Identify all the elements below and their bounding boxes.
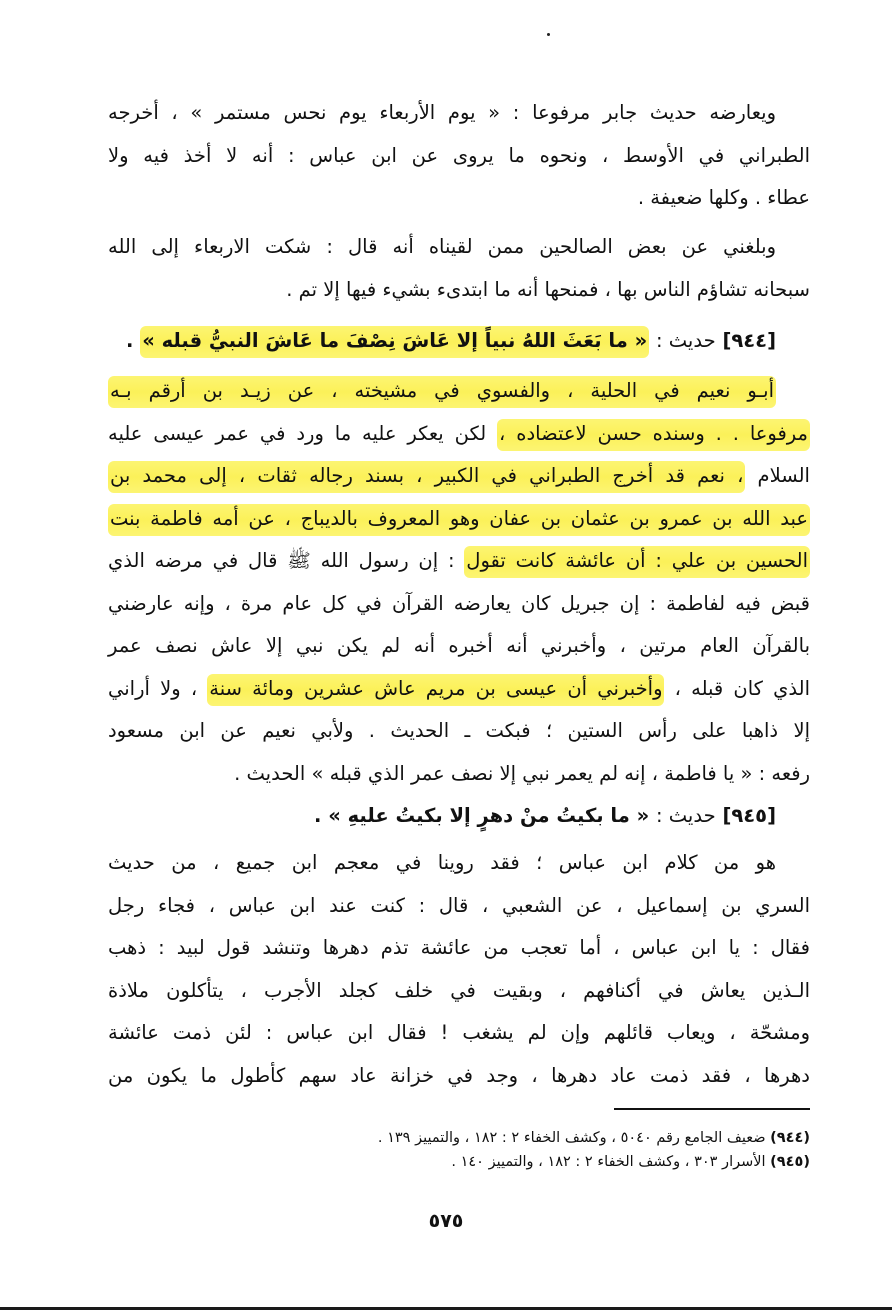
plain-span: السلام	[745, 464, 810, 487]
text-line	[108, 540, 810, 583]
text-line: السري بن إسماعيل ، عن الشعبي ، قال : كنت عند ابن عباس ، فجاء رجل	[108, 893, 810, 917]
text-line	[108, 668, 810, 711]
footnote-945	[108, 1150, 810, 1174]
period: .	[125, 329, 134, 352]
footnote-text: ضعيف الجامع رقم ٥٠٤٠ ، وكشف الخفاء ٢ : ١٨٢ ، والتمييز ١٣٩ .	[377, 1130, 771, 1146]
text-line: وبلغني عن بعض الصالحين ممن لقيناه أنه قال : شكت الاربعاء إلى الله	[108, 235, 776, 258]
hadith-label: حديث :	[656, 329, 716, 352]
scan-speck	[547, 33, 550, 36]
paragraph	[108, 226, 810, 311]
footnote-divider	[614, 1108, 810, 1110]
plain-span: الذي كان قبله ،	[664, 676, 810, 700]
hadith-944-commentary	[108, 370, 810, 795]
text-line: سبحانه تشاؤم الناس بها ، فمنحها أنه ما ابتدىء بشيء فيها إلا تم .	[286, 277, 810, 301]
text-line: الـذين يعاش في أكنافهم ، وبقيت في خلف كجلد الأجرب ، يتأكلون ملاذة	[108, 978, 810, 1002]
page-number: ٥٧٥	[428, 1210, 464, 1232]
text-line: ويعارضه حديث جابر مرفوعا : « يوم الأربعاء يوم نحس مستمر » ، أخرجه	[108, 101, 776, 124]
highlighted-span: الحسين بن علي : أن عائشة كانت تقول	[464, 546, 810, 578]
highlighted-span: مرفوعا . . وسنده حسن لاعتضاده ،	[497, 419, 810, 451]
intro-paragraph-2	[108, 226, 810, 311]
text-line: إلا ذاهبا على رأس الستين ؛ فبكت ـ الحديث . ولأبي نعيم عن ابن مسعود	[108, 719, 810, 742]
highlighted-span: ، نعم قد أخرج الطبراني في الكبير ، بسند رجاله ثقات ، إلى محمد بن	[108, 461, 745, 493]
text-line: عطاء . وكلها ضعيفة .	[637, 186, 810, 209]
paragraph	[108, 370, 810, 795]
footnote-number: (٩٤٤)	[770, 1130, 810, 1146]
period: .	[314, 804, 322, 827]
text-line: بالقرآن العام مرتين ، وأخبرني أنه أخبره أنه لم يكن نبي إلا عاش نصف عمر	[108, 634, 810, 657]
plain-span: ، ولا أراني	[108, 676, 208, 700]
hadith-number: [٩٤٥]	[722, 804, 776, 827]
hadith-945-commentary	[108, 842, 810, 1097]
hadith-text: « ما بكيتُ منْ دهرٍ إلا بكيتُ عليهِ »	[328, 804, 650, 827]
footnotes	[108, 1126, 810, 1174]
text-line: الطبراني في الأوسط ، ونحوه ما يروى عن ابن عباس : أنه لا أخذ فيه ولا	[108, 143, 810, 167]
hadith-number: [٩٤٤]	[722, 329, 776, 352]
text-line: دهرها ، فقد ذمت عاد دهرها ، وجد في خزانة عاد سهم كأطول ما يكون من	[108, 1063, 810, 1087]
text-line: قبض فيه لفاطمة : إن جبريل كان يعارضه القرآن في كل عام مرة ، وإنه عارضني	[108, 591, 810, 615]
text-line	[108, 498, 810, 541]
text-line: ومشحّة ، ويعاب قائلهم وإن لم يشغب ! فقال ابن عباس : لئن ذمت عائشة	[108, 1021, 810, 1044]
highlighted-span: أبـو نعيم في الحلية ، والفسوي في مشيخته ، عن زيـد بن أرقم بـه	[108, 376, 776, 408]
hadith-945-heading	[108, 795, 810, 837]
intro-paragraph-1	[108, 92, 810, 220]
paragraph	[108, 842, 810, 1097]
text-line	[108, 413, 810, 456]
text-line	[108, 370, 810, 413]
footnote-944	[108, 1126, 810, 1150]
plain-span: لكن يعكر عليه ما ورد في عمر عيسى عليه	[108, 421, 498, 445]
plain-span: : إن رسول الله ﷺ قال في مرضه الذي	[108, 549, 465, 572]
footnote-text: الأسرار ٣٠٣ ، وكشف الخفاء ٢ : ١٨٢ ، والتمييز ١٤٠ .	[451, 1154, 771, 1170]
text-line: هو من كلام ابن عباس ؛ فقد روينا في معجم ابن جميع ، من حديث	[108, 851, 776, 874]
hadith-944-heading	[108, 320, 810, 362]
hadith-label: حديث :	[656, 804, 716, 827]
text-line	[108, 455, 810, 498]
highlighted-span: وأخبرني أن عيسى بن مريم عاش عشرين ومائة سنة	[207, 674, 664, 706]
highlighted-span: عبد الله بن عمرو بن عثمان بن عفان وهو المعروف بالديباج ، عن أمه فاطمة بنت	[108, 504, 810, 536]
text-line: فقال : يا ابن عباس ، أما تعجب من عائشة تذم دهرها وتنشد قول لبيد : ذهب	[108, 936, 810, 959]
highlighted-hadith-text: « ما بَعَثَ اللهُ نبياً إلا عَاشَ نِصْفَ ما عَاشَ النبيُّ قبله »	[140, 326, 649, 358]
footnote-number: (٩٤٥)	[770, 1154, 810, 1170]
paragraph	[108, 92, 810, 220]
text-line: رفعه : « يا فاطمة ، إنه لم يعمر نبي إلا نصف عمر الذي قبله » الحديث .	[234, 761, 810, 785]
